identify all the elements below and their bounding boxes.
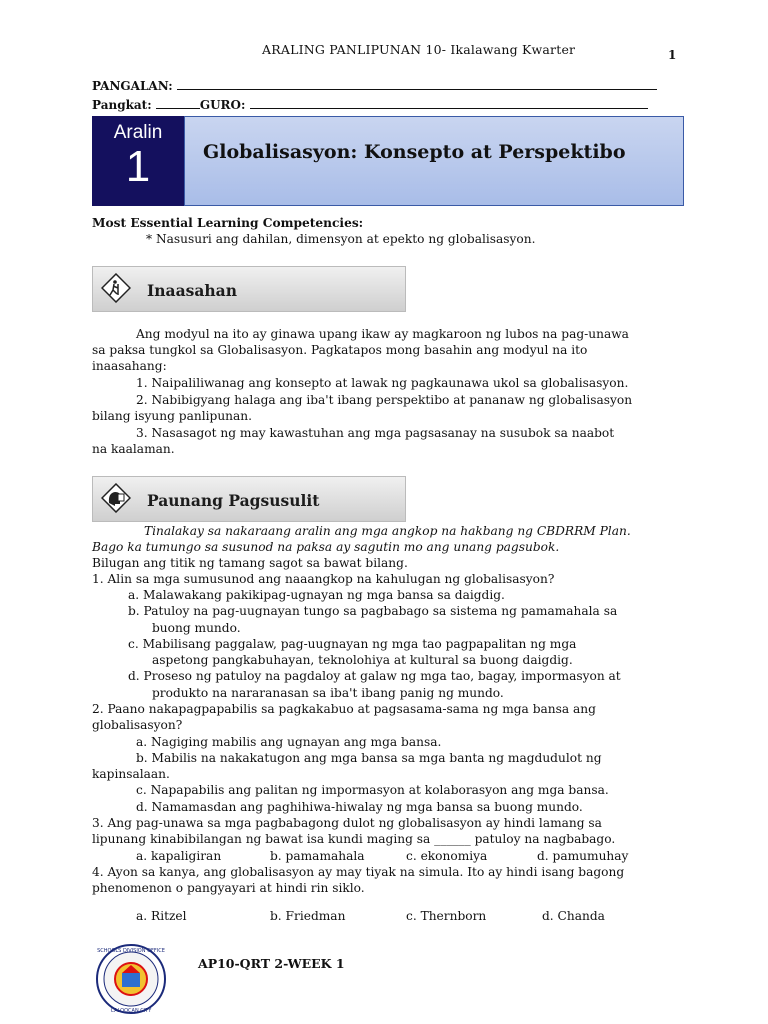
footer-code: AP10-QRT 2-WEEK 1 — [198, 956, 345, 971]
inaasahan-intro-1: Ang modyul na ito ay ginawa upang ikaw ay magkaroon ng lubos na pag-unawa — [136, 327, 629, 341]
section-teacher-line — [92, 97, 648, 112]
question-4: 4. Ayon sa kanya, ang globalisasyon ay may tiyak na simula. Ito ay hindi isang bagong — [92, 865, 625, 879]
q4-option-c: c. Thernborn — [406, 909, 487, 923]
svg-text:SCHOOLS DIVISION OFFICE: SCHOOLS DIVISION OFFICE — [97, 948, 165, 954]
lesson-title-box — [184, 116, 684, 206]
page-number: 1 — [668, 48, 677, 62]
q1-option-d: d. Proseso ng patuloy na pagdaloy at galaw ng mga tao, bagay, impormasyon at — [128, 669, 621, 683]
inaasahan-item-1: 1. Naipaliliwanag ang konsepto at lawak ng pagkaunawa ukol sa globalisasyon. — [136, 376, 629, 390]
inaasahan-item-2: 2. Nabibigyang halaga ang iba't ibang perspektibo at pananaw ng globalisasyon — [136, 393, 633, 407]
section-field[interactable] — [156, 97, 200, 109]
q2-option-b-cont: kapinsalaan. — [92, 767, 170, 781]
inaasahan-item-2-cont: bilang isyung panlipunan. — [92, 409, 253, 423]
question-3: 3. Ang pag-unawa sa mga pagbabagong dulot ng globalisasyon ay hindi lamang sa — [92, 816, 602, 830]
inaasahan-item-3-cont: na kaalaman. — [92, 442, 175, 456]
paunang-label: Paunang Pagsusulit — [147, 491, 320, 510]
melc-item: * Nasusuri ang dahilan, dimensyon at epekto ng globalisasyon. — [146, 232, 536, 246]
paunang-intro-2: Bago ka tumungo sa susunod na paksa ay sagutin mo ang unang pagsubok. — [92, 540, 560, 554]
q2-option-c: c. Napapabilis ang palitan ng impormasyon at kolaborasyon ang mga bansa. — [136, 783, 609, 797]
paunang-banner — [92, 476, 406, 522]
name-field[interactable] — [177, 78, 657, 90]
q1-option-b: b. Patuloy na pag-uugnayan tungo sa pagbabago sa sistema ng pamamahala sa — [128, 604, 618, 618]
q4-option-a: a. Ritzel — [136, 909, 187, 923]
q1-option-a: a. Malawakang pakikipag-ugnayan ng mga bansa sa daigdig. — [128, 588, 505, 602]
paunang-intro-1: Tinalakay sa nakaraang aralin ang mga angkop na hakbang ng CBDRRM Plan. — [144, 524, 631, 538]
q3-option-c: c. ekonomiya — [406, 849, 488, 863]
q2-option-a: a. Nagiging mabilis ang ugnayan ang mga bansa. — [136, 735, 442, 749]
lesson-title: Globalisasyon: Konsepto at Perspektibo — [203, 141, 626, 163]
inaasahan-label: Inaasahan — [147, 281, 237, 300]
inaasahan-intro-3: inaasahang: — [92, 359, 167, 373]
question-2-cont: globalisasyon? — [92, 718, 183, 732]
lesson-number: 1 — [125, 142, 151, 191]
question-3-cont: lipunang kinabibilangan ng bawat isa kundi maging sa ______ patuloy na nagbabago. — [92, 832, 616, 846]
q2-option-d: d. Namamasdan ang paghihiwa-hiwalay ng mga bansa sa buong mundo. — [136, 800, 583, 814]
name-label: PANGALAN: — [92, 79, 173, 93]
question-2: 2. Paano nakapagpapabilis sa pagkakabuo at pagsasama-sama ng mga bansa ang — [92, 702, 596, 716]
schools-division-seal-logo — [92, 943, 170, 1015]
q3-option-d: d. pamumuhay — [537, 849, 629, 863]
q2-option-b: b. Mabilis na nakakatugon ang mga bansa sa mga banta ng magdudulot ng — [136, 751, 602, 765]
inaasahan-item-3: 3. Nasasagot ng may kawastuhan ang mga pagsasanay na susubok sa naabot — [136, 426, 615, 440]
teacher-label: GURO: — [199, 98, 246, 112]
melc-heading: Most Essential Learning Competencies: — [92, 216, 364, 230]
question-1: 1. Alin sa mga sumusunod ang naaangkop na kahulugan ng globalisasyon? — [92, 572, 555, 586]
svg-text:CALOOCAN CITY: CALOOCAN CITY — [110, 1008, 152, 1014]
inaasahan-banner — [92, 266, 406, 312]
q4-option-d: d. Chanda — [542, 909, 605, 923]
hiker-icon — [101, 273, 131, 303]
inaasahan-intro-2: sa paksa tungkol sa Globalisasyon. Pagkatapos mong basahin ang modyul na ito — [92, 343, 588, 357]
q1-option-b-cont: buong mundo. — [152, 621, 241, 635]
name-line — [92, 78, 657, 93]
lesson-number-box — [92, 116, 184, 206]
question-4-cont: phenomenon o pangyayari at hindi rin siklo. — [92, 881, 365, 895]
section-label: Pangkat: — [92, 98, 152, 112]
q1-option-d-cont: produkto na nararanasan sa iba't ibang panig ng mundo. — [152, 686, 504, 700]
q4-option-b: b. Friedman — [270, 909, 346, 923]
head-thinking-icon — [101, 483, 131, 513]
lesson-word: Aralin — [113, 122, 163, 143]
paunang-instruction: Bilugan ang titik ng tamang sagot sa bawat bilang. — [92, 556, 408, 570]
teacher-field[interactable] — [250, 97, 648, 109]
q1-option-c: c. Mabilisang paggalaw, pag-uugnayan ng mga tao pagpapalitan ng mga — [128, 637, 577, 651]
q1-option-c-cont: aspetong pangkabuhayan, teknolohiya at kultural sa buong daigdig. — [152, 653, 573, 667]
q3-option-a: a. kapaligiran — [136, 849, 222, 863]
header-title: ARALING PANLIPUNAN 10- Ikalawang Kwarter — [262, 42, 576, 57]
q3-option-b: b. pamamahala — [270, 849, 365, 863]
